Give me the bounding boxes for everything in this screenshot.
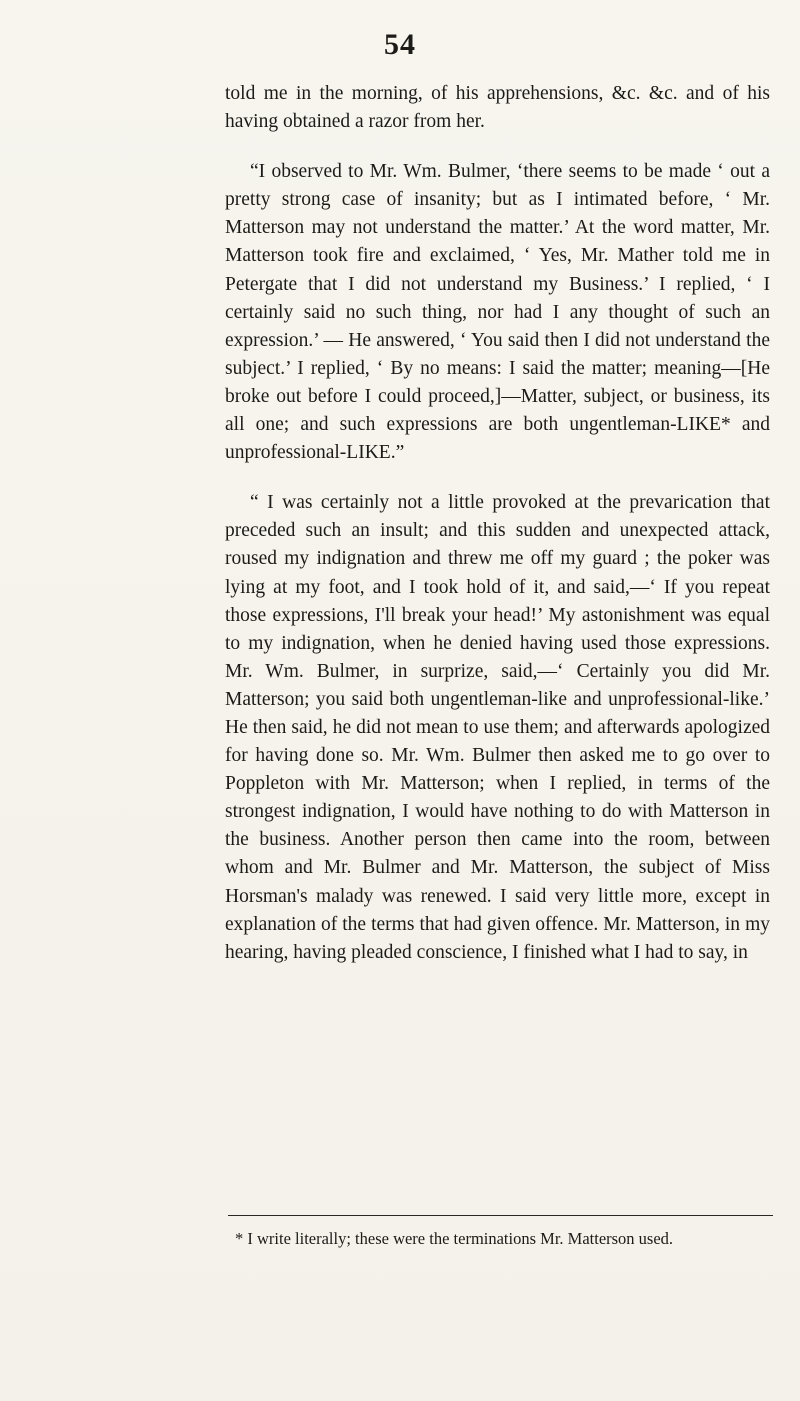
body-text (225, 80, 770, 989)
page-number: 54 (384, 28, 416, 61)
footnote-divider (228, 1215, 773, 1216)
paragraph-3: “ I was certainly not a little provoked at the prevarication that preceded such an insult; and this sudden and unexpected attack, roused my indignation and threw me off my guard ; the poker was lying at my foot, and I took hold of it, and said,—‘ If you repeat those expressions, I'll break your head!’ My astonishment was equal to my indignation, when he denied having used those expressions. Mr. Wm. Bulmer, in surprize, said,—‘ Certainly you did Mr. Matterson; you said both ungentleman-like and unprofessional-like.’ He then said, he did not mean to use them; and afterwards apologized for having done so. Mr. Wm. Bulmer then asked me to go over to Poppleton with Mr. Matterson; when I replied, in terms of the strongest indignation, I would have nothing to do with Matterson in the business. Another person then came into the room, between whom and Mr. Bulmer and Mr. Matterson, the subject of Miss Horsman's malady was renewed. I said very little more, except in explanation of the terms that had given offence. Mr. Matterson, in my hearing, having pleaded conscience, I finished what I had to say, in (225, 492, 770, 963)
paragraph-1: told me in the morning, of his apprehensions, &c. &c. and of his having obtained a razor from her. (225, 83, 770, 133)
footnote: * I write literally; these were the terminations Mr. Matterson used. (235, 1229, 674, 1248)
paragraph-2: “I observed to Mr. Wm. Bulmer, ‘there seems to be made ‘ out a pretty strong case of insanity; but as I intimated before, ‘ Mr. Matterson may not understand the matter.’ At the word matter, Mr. Matterson took fire and exclaimed, ‘ Yes, Mr. Mather told me in Petergate that I did not understand my Business.’ I replied, ‘ I certainly said no such thing, nor had I any thought of such an expression.’ — He answered, ‘ You said then I did not understand the subject.’ I replied, ‘ By no means: I said the matter; meaning—[He broke out before I could proceed,]—Matter, subject, or business, its all one; and such expressions are both ungentleman-LIKE* and unprofessional-LIKE.” (225, 161, 770, 464)
